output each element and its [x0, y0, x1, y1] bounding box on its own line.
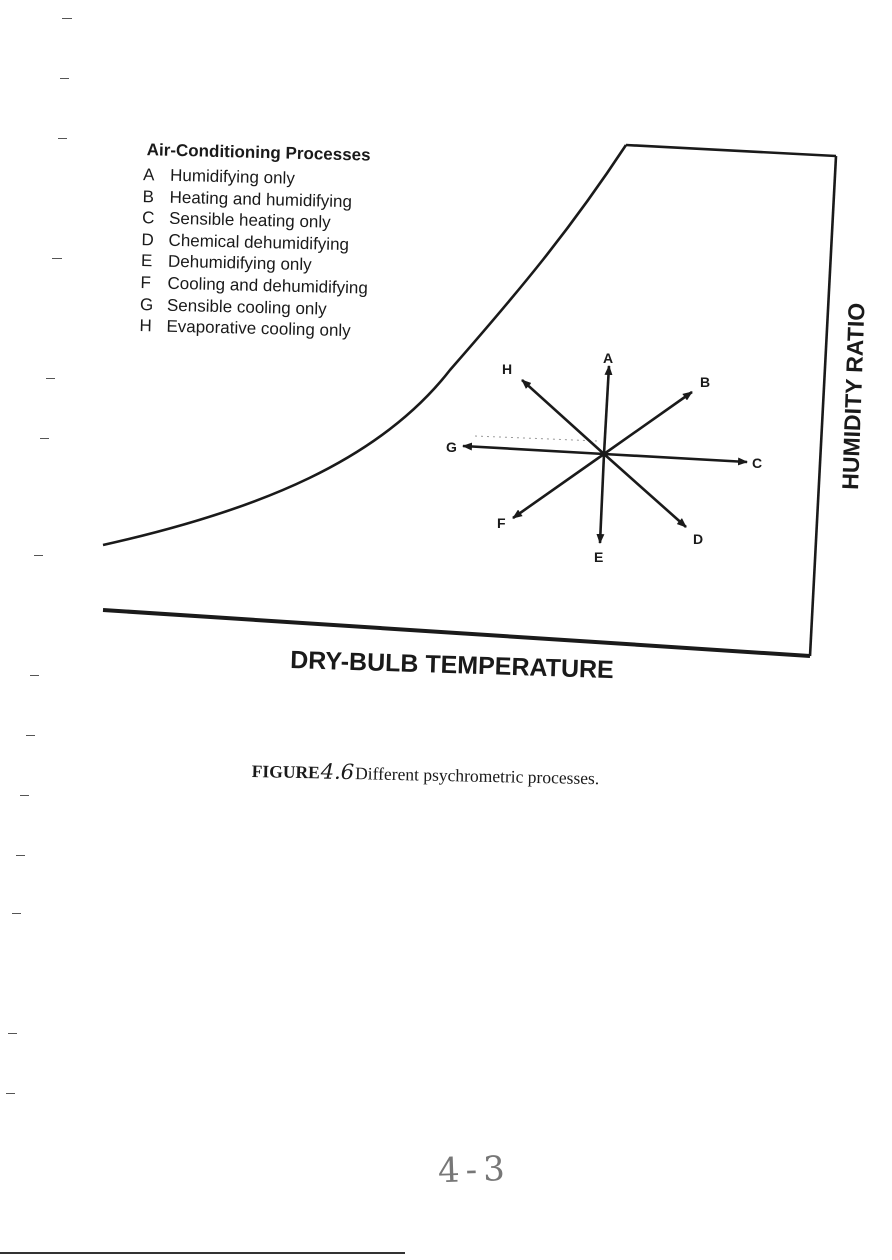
- process-label-f: F: [497, 515, 506, 531]
- arrow-b: [604, 392, 692, 454]
- dry-bulb-axis: [103, 610, 810, 656]
- legend-item-letter: E: [140, 251, 153, 271]
- legend-item-label: Humidifying only: [169, 165, 296, 188]
- arrow-e: [600, 454, 604, 543]
- arrow-c: [604, 454, 747, 462]
- arrow-g: [463, 446, 604, 454]
- process-label-c: C: [752, 455, 763, 471]
- legend-item-label: Chemical dehumidifying: [168, 230, 350, 254]
- process-label-e: E: [594, 549, 604, 565]
- legend-item-letter: A: [142, 165, 155, 185]
- legend-item-label: Sensible cooling only: [166, 295, 327, 319]
- caption-number: 4.6: [320, 759, 355, 785]
- process-label-h: H: [502, 361, 513, 377]
- process-label-d: D: [693, 531, 704, 547]
- arrow-d: [604, 454, 686, 527]
- legend-title: Air-Conditioning Processes: [146, 140, 371, 165]
- arrow-f: [513, 454, 604, 518]
- state-point: [601, 451, 607, 457]
- chart-top-border: [626, 145, 836, 156]
- legend-item-label: Sensible heating only: [168, 208, 331, 232]
- legend-item-letter: F: [140, 273, 152, 293]
- bottom-rule: [0, 1252, 405, 1254]
- process-label-g: G: [446, 439, 457, 455]
- legend-item-letter: G: [139, 294, 154, 314]
- faint-dotted-trace: [475, 436, 598, 441]
- legend-item-letter: D: [141, 229, 155, 250]
- legend-item-label: Cooling and dehumidifying: [167, 273, 369, 298]
- process-arrows: [463, 366, 747, 543]
- legend-item-letter: C: [141, 208, 155, 228]
- legend-item-letter: H: [139, 316, 152, 336]
- legend-item-label: Evaporative cooling only: [166, 316, 351, 341]
- legend-list: [135, 164, 371, 342]
- legend-item-label: Dehumidifying only: [167, 252, 312, 275]
- arrow-a: [604, 366, 609, 454]
- process-label-b: B: [700, 374, 711, 390]
- humidity-ratio-axis: [810, 156, 836, 656]
- legend-item-label: Heating and humidifying: [169, 187, 353, 211]
- caption-text: Different psychrometric processes.: [354, 763, 600, 789]
- process-label-a: A: [603, 350, 614, 366]
- x-axis-label: DRY-BULB TEMPERATURE: [289, 646, 615, 685]
- y-axis-label: HUMIDITY RATIO: [837, 302, 870, 491]
- caption-label: FIGURE: [251, 760, 320, 783]
- arrow-h: [522, 380, 604, 454]
- process-legend: [135, 140, 371, 342]
- legend-item-letter: B: [142, 186, 155, 206]
- handwritten-page-number: 4-3: [437, 1148, 512, 1192]
